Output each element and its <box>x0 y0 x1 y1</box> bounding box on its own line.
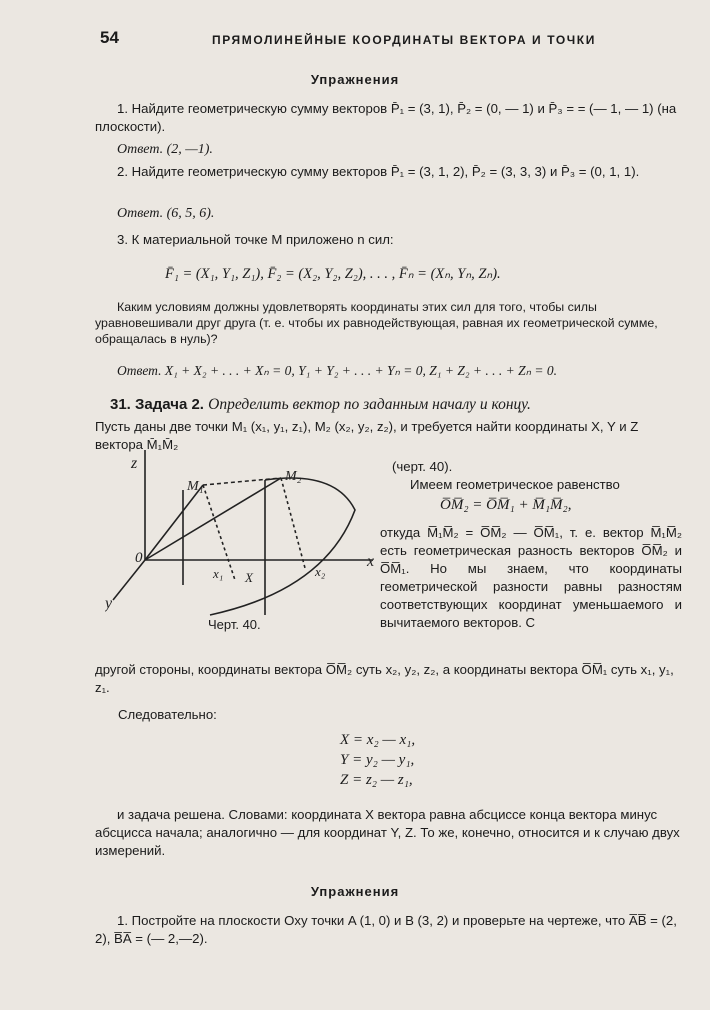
coordinates-text: другой стороны, координаты вектора O̅M̅₂ суть x₂, y₂, z₂, а координаты вектора O̅M̅₁ суть x₁, y₁, z₁. <box>95 662 674 695</box>
x1-label: x₁ <box>213 566 224 581</box>
page-number: 54 <box>100 28 119 47</box>
exercise-3-question: Каким условиям должны удовлетворять координаты этих сил для того, чтобы силы уравновешивали друг друга (т. е. чтобы их равнодействующая, равная их геометрической сумме, обращалась в нуль)? <box>95 300 658 346</box>
problem-number: 31. Задача 2. <box>110 396 204 413</box>
conclusion-text: и задача решена. Словами: координата X вектора равна абсциссе конца вектора минус абсцисса начала; аналогично — для координат Y, Z. То же, конечно, относится и к случаю двух измерений. <box>95 807 680 858</box>
x2-label: x₂ <box>315 564 326 579</box>
therefore-text: Следовательно: <box>118 707 217 722</box>
exercises-title: Упражнения <box>310 72 400 87</box>
m2-curve <box>210 478 355 615</box>
m1-label: M₁ <box>187 479 204 494</box>
geometric-equality-text: Имеем геометрическое равенство <box>410 477 620 492</box>
m2-projection <box>281 478 305 568</box>
exercises2-title: Упражнения <box>310 884 400 899</box>
forces-formula: F̄₁ = (X₁, Y₁, Z₁), F̄₂ = (X₂, Y₂, Z₂), . . . , F̄ₙ = (Xₙ, Yₙ, Zₙ). <box>165 266 501 282</box>
exercise-3: 3. К материальной точке M приложено n сил: <box>117 232 394 247</box>
problem-heading <box>110 396 700 414</box>
exercise-2-text: 2. Найдите геометрическую сумму векторов P̄₁ = (3, 1, 2), P̄₂ = (3, 3, 3) и P̄₃ = (0, 1, 1). <box>117 164 640 179</box>
vector-m1m2 <box>203 478 281 485</box>
x-label: x <box>367 553 375 570</box>
figure-reference: (черт. 40). <box>392 459 453 474</box>
exercise-1: 1. Найдите геометрическую сумму векторов P̄₁ = (3, 1), P̄₂ = (0, — 1) и P̄₃ = = (— 1, — 1) (на плоскости). <box>95 101 677 134</box>
exercise-3-answer: Ответ. X₁ + X₂ + . . . + Xₙ = 0, Y₁ + Y₂ + . . . + Yₙ = 0, Z₁ + Z₂ + . . . + Zₙ = 0. <box>117 363 557 378</box>
problem-title: Определить вектор по заданным началу и концу. <box>208 396 531 413</box>
figure-caption: Черт. 40. <box>208 617 261 632</box>
result-z: Z = z₂ — z₁, <box>340 772 413 788</box>
vector-om1 <box>145 485 203 560</box>
exercise-2-1: 1. Постройте на плоскости Oxy точки A (1, 0) и B (3, 2) и проверьте на чертеже, что A̅B̅ = (2, 2), B̅A̅ = (— 2,—2). <box>95 913 677 946</box>
equation-om2: O̅M̅₂ = O̅M̅₁ + M̅₁M̅₂, <box>440 497 572 513</box>
y-label: y <box>105 595 113 612</box>
coordinate-x-label: X <box>245 570 253 585</box>
vector-om2 <box>145 478 281 560</box>
origin-label: 0 <box>135 550 143 566</box>
problem-intro: Пусть даны две точки M₁ (x₁, y₁, z₁), M₂ (x₂, y₂, z₂), и требуется найти координаты X, Y и Z вектора M̄₁M̄₂ <box>95 419 639 452</box>
running-title: ПРЯМОЛИНЕЙНЫЕ КООРДИНАТЫ ВЕКТОРА И ТОЧКИ <box>212 33 596 47</box>
exercise-2-answer: Ответ. (6, 5, 6). <box>117 206 215 221</box>
figure-40-diagram <box>105 440 385 620</box>
y-axis <box>113 560 145 600</box>
exercise-1-answer: Ответ. (2, —1). <box>117 142 213 157</box>
result-x: X = x₂ — x₁, <box>340 732 416 748</box>
m2-label: M₂ <box>285 469 302 484</box>
z-label: z <box>131 455 138 472</box>
result-y: Y = y₂ — y₁, <box>340 752 415 768</box>
difference-explanation: откуда M̅₁M̅₂ = O̅M̅₂ — O̅M̅₁, т. е. вектор M̅₁M̅₂ есть геометрическая разность векторов O̅M̅₂ и O̅M̅₁. Но мы знаем, что координаты геометрической разности равны разностям соответствующих координат уменьшаемого и вычитаемого векторов. С <box>380 525 682 630</box>
